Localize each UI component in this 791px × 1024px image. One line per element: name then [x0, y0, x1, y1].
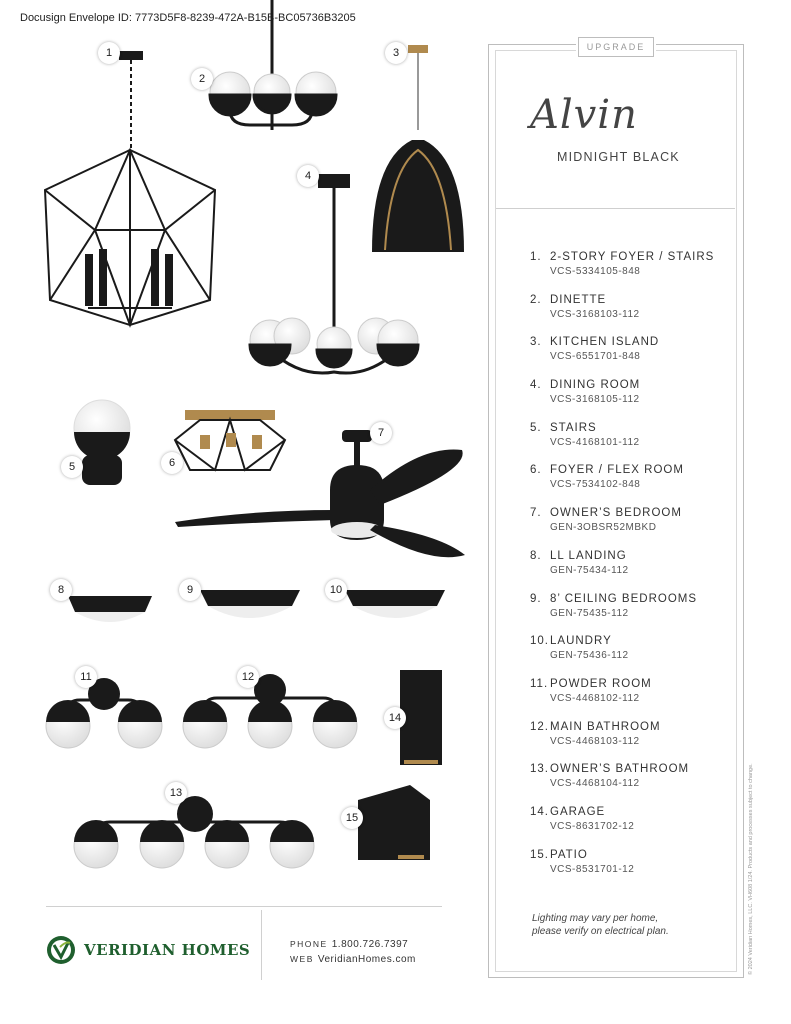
list-item: 13. OWNER’S BATHROOM VCS-4468104-112 [530, 763, 690, 790]
fixture-number-12: 12 [237, 666, 259, 688]
fixture-2-three-globe-chandelier [210, 0, 336, 130]
panel-divider [496, 208, 735, 209]
fixture-number-3: 3 [385, 42, 407, 64]
fixture-6-cage-flush-mount [175, 410, 285, 470]
list-item: 15. PATIO VCS-8531701-12 [530, 848, 635, 875]
list-item: 11. POWDER ROOM VCS-4468102-112 [530, 677, 652, 704]
fixture-1-lantern-chandelier [45, 52, 215, 325]
lighting-note-line-2: please verify on electrical plan. [532, 926, 669, 937]
phone-label: PHONE [290, 939, 328, 949]
fixture-number-15: 15 [341, 807, 363, 829]
list-item: 4. DINING ROOM VCS-3168105-112 [530, 379, 641, 406]
fixture-number-9: 9 [179, 579, 201, 601]
list-item: 2. DINETTE VCS-3168103-112 [530, 293, 640, 320]
contact-info [290, 937, 416, 967]
fixture-number-4: 4 [297, 165, 319, 187]
copyright-side-text: © 2024 Veridian Homes, LLC. VH608 1/24. Products and processes subject to change. [748, 763, 754, 975]
fixture-number-11: 11 [75, 666, 97, 688]
phone-number: 1.800.726.7397 [331, 939, 409, 950]
list-item: 9. 8’ CEILING BEDROOMS GEN-75435-112 [530, 592, 698, 619]
list-item: 5. STAIRS VCS-4168101-112 [530, 421, 640, 448]
list-item: 10. LAUNDRY GEN-75436-112 [530, 635, 629, 662]
lighting-note-line-1: Lighting may vary per home, [532, 913, 659, 924]
veridian-logo [46, 935, 250, 965]
list-item: 12. MAIN BATHROOM VCS-4468103-112 [530, 720, 661, 747]
fixture-number-5: 5 [61, 456, 83, 478]
footer-divider [46, 906, 442, 907]
logo-text: VERIDIAN HOMES [84, 941, 251, 959]
fixture-number-6: 6 [161, 452, 183, 474]
list-item: 8. LL LANDING GEN-75434-112 [530, 549, 629, 576]
fixture-number-2: 2 [191, 68, 213, 90]
fixture-13-four-light-vanity [74, 796, 314, 868]
fixture-number-14: 14 [384, 707, 406, 729]
fixture-number-8: 8 [50, 579, 72, 601]
fixture-number-7: 7 [370, 422, 392, 444]
web-label: WEB [290, 954, 314, 964]
fixture-10-flush-mount [345, 590, 445, 618]
fixture-11-two-light-vanity [46, 678, 162, 748]
envelope-id: Docusign Envelope ID: 7773D5F8-8239-472A-B15B-BC05736B3205 [20, 12, 356, 24]
fixture-list [530, 251, 730, 891]
fixture-number-1: 1 [98, 42, 120, 64]
list-item: 7. OWNER’S BEDROOM GEN-3OBSR52MBKD [530, 507, 682, 534]
list-item: 14. GARAGE VCS-8631702-12 [530, 805, 635, 832]
footer-vertical-divider [261, 910, 262, 980]
fixture-12-three-light-vanity [183, 674, 357, 748]
lighting-note [532, 912, 669, 938]
fixture-5-globe-sconce [74, 400, 130, 485]
fixture-8-flush-mount [68, 596, 152, 622]
upgrade-badge [576, 34, 656, 60]
website-link[interactable]: VeridianHomes.com [317, 954, 416, 965]
collection-name: MIDNIGHT BLACK [557, 150, 680, 164]
list-item: 6. FOYER / FLEX ROOM VCS-7534102-848 [530, 464, 684, 491]
veridian-logo-icon [46, 935, 76, 965]
fixture-number-10: 10 [325, 579, 347, 601]
fixture-9-flush-mount [200, 590, 300, 618]
fixture-3-dome-pendant [372, 45, 464, 252]
collection-script: Alvin [530, 92, 638, 138]
upgrade-label: UPGRADE [578, 37, 655, 57]
fixture-number-13: 13 [165, 782, 187, 804]
fixture-15-outdoor-cube [358, 785, 430, 860]
fixture-7-ceiling-fan [175, 430, 465, 557]
list-item: 1. 2-STORY FOYER / STAIRS VCS-5334105-848 [530, 251, 715, 277]
list-item: 3. KITCHEN ISLAND VCS-6551701-848 [530, 336, 660, 363]
fixture-14-outdoor-sconce [400, 670, 442, 765]
